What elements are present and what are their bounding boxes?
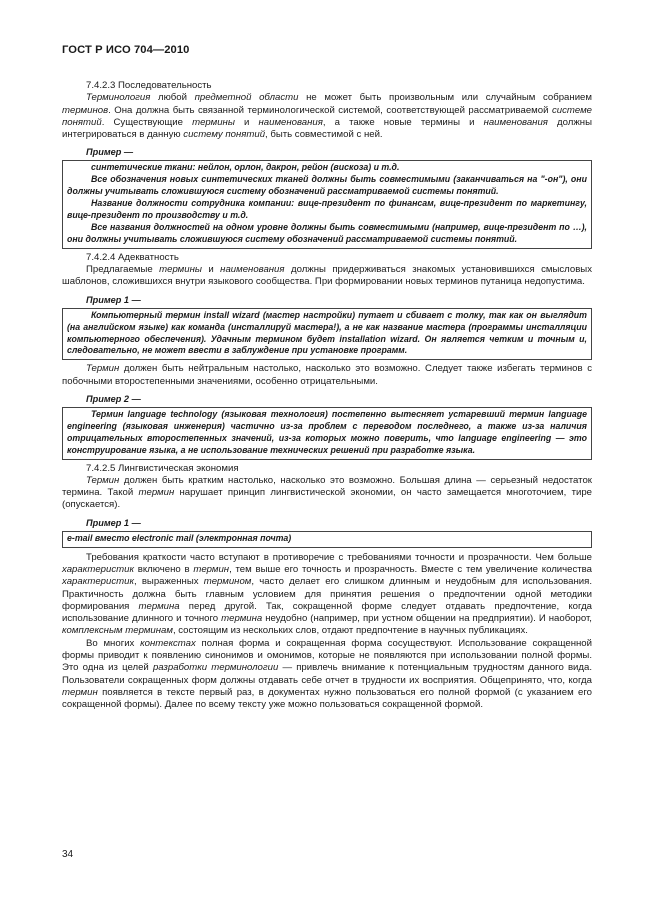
brevity-paragraph: Требования краткости часто вступают в противоречие с требованиями точности и прозрачности. Чем больше характеристик включено в термин, тем выше его точность и прозрачность. Вместе с тем увеличение количества характеристик, выраженных термином, часто делает его слишком длинным и неудобным для использования. Практичность должна быть главным условием для принятия решения о предпочтении одной методики формирования термина перед другой. Так, сокращенной форме следует отдавать предпочтение, когда использование длинного и точного термина неудобно (например, при устном общении на предприятии). И наоборот, комплексным терминам, состоящим из нескольких слов, отдают предпочтение в научных публикациях. bbox=[62, 551, 593, 637]
example-text: e-mail вместо electronic mail (электронная почта) bbox=[67, 532, 292, 543]
section-7-4-2-4-paragraph: Предлагаемые термины и наименования должны придерживаться знакомых установившихся смысловых шаблонов, сложившихся внутри языкового сообщества. При формировании новых терминов путаница недопустима. bbox=[62, 264, 592, 288]
contexts-paragraph: Во многих контекстах полная форма и сокращенная форма сосуществуют. Использование сокращенной формы приводит к появлению синонимов и омонимов, которые не появляются при использовании полной формы. Это одна из целей разработки терминологии — привлечь внимание к потенциальным трудностям данного вида. Пользователи сокращенных форм должны отдавать себе отчет в трудности их восприятия. Общепринято, что, когда термин появляется в тексте первый раз, в документах нужно пользоваться его полной формой (с указанием его сокращенной формы). Далее по всему тексту уже можно пользоваться сокращенной формой. bbox=[62, 637, 593, 711]
page-body bbox=[62, 80, 592, 712]
example-2-text: Термин language technology (языковая технология) постепенно вытесняет устаревший термин language engineering (языковая инженерия) частично из-за проблем с переводом последнего, а также из-за наличия отрицательных второстепенных значений, из-за которых можно поверить, что language engineering — это конструирование языка, а не использование технических решений при разработке языка. bbox=[67, 408, 587, 455]
section-7-4-2-3-title: 7.4.2.3 Последовательность bbox=[86, 80, 212, 91]
example-1-text: Компьютерный термин install wizard (мастер настройки) путает и сбивает с толку, так как он выглядит (на английском языке) как команда (инсталлируй мастера!), а не как название мастера (программы инсталляции компьютерного обеспечения). Удачным термином будет installation wizard. Он является четким и точным и, следовательно, не может ввести в заблуждение при установке программ. bbox=[67, 309, 587, 356]
example-label: Пример — bbox=[86, 147, 134, 158]
example-line: Название должности сотрудника компании: вице-президент по финансам, вице-президент по маркетингу, вице-президент по производству и т.д. bbox=[67, 198, 587, 221]
example-label: Пример 1 — bbox=[86, 517, 141, 528]
example-1-label: Пример 1 — bbox=[86, 294, 141, 305]
example-box bbox=[62, 531, 592, 548]
example-box bbox=[62, 160, 592, 248]
page-number: 34 bbox=[62, 849, 74, 860]
section-7-4-2-5-title: 7.4.2.5 Лингвистическая экономия bbox=[86, 462, 239, 474]
document-header: ГОСТ Р ИСО 704—2010 bbox=[62, 44, 190, 56]
example-2-label: Пример 2 — bbox=[86, 393, 141, 404]
section-7-4-2-5-paragraph: Термин должен быть кратким настолько, насколько это возможно. Большая длина — серьезный недостаток термина. Такой термин нарушает принцип лингвистической экономии, он часто замещается многоточием, тире (опускается). bbox=[62, 474, 592, 511]
section-7-4-2-3-paragraph: Терминология любой предметной области не может быть произвольным или случайным собранием терминов. Она должна быть связанной терминологической системой, соответствующей рассматриваемой системе понятий. Существующие термины и наименования, а также новые термины и наименования должны интегрироваться в данную систему понятий, быть совместимой с ней. bbox=[62, 92, 592, 141]
example-2-box bbox=[62, 407, 592, 460]
example-1-box bbox=[62, 308, 592, 361]
example-line: Все названия должностей на одном уровне должны быть совместимыми (например, вице-президент по …), они должны учитывать сложившуюся систему обозначений рассматриваемой системы понятий. bbox=[67, 222, 587, 244]
neutral-term-paragraph: Термин должен быть нейтральным настолько, насколько это возможно. Следует также избегать терминов с побочными второстепенными значениями, особенно отрицательными. bbox=[62, 363, 592, 387]
section-7-4-2-4-title: 7.4.2.4 Адекватность bbox=[86, 251, 179, 263]
example-line: Все обозначения новых синтетических тканей должны быть совместимыми (заканчиваться на "-он"), они должны учитывать сложившуюся систему обозначений рассматриваемой системы понятий. bbox=[67, 174, 587, 197]
example-line: синтетические ткани: нейлон, орлон, дакрон, рейон (вискоза) и т.д. bbox=[91, 162, 400, 173]
